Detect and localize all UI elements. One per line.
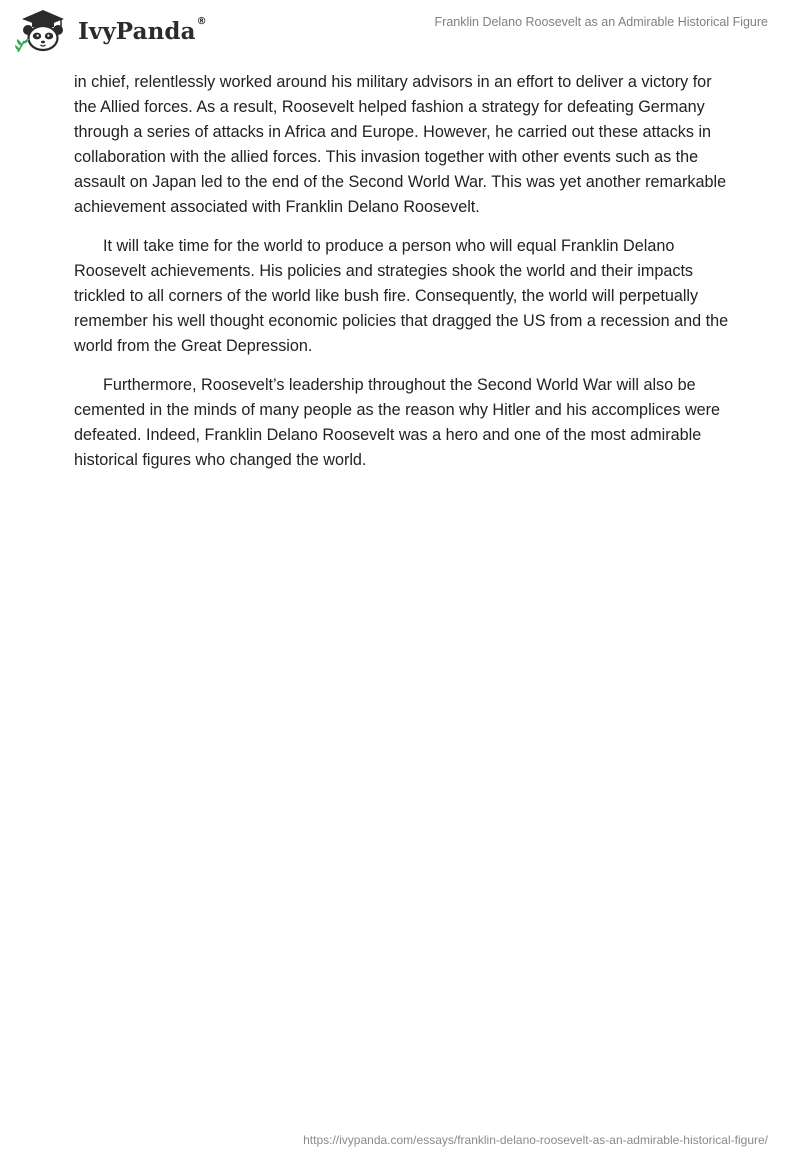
paragraph: in chief, relentlessly worked around his military advisors in an effort to deliver a victory for the Allied forces. As a result, Roosevelt helped fashion a strategy for defeating Germany through a series of attacks in Africa and Europe. However, he carried out these attacks in collaboration with the allied forces. This invasion together with other events such as the assault on Japan led to the end of the Second World War. This was yet another remarkable achievement associated with Franklin Delano Roosevelt. (74, 73, 727, 216)
registered-mark: ® (196, 15, 207, 27)
paragraph: Furthermore, Roosevelt’s leadership throughout the Second World War will also be cemented in the minds of many people as the reason why Hitler and his accomplices were defeated. Indeed, Franklin Delano Roosevelt was a hero and one of the most admirable historical figures who changed the world. (74, 376, 721, 469)
brand-name-text: IvyPanda (78, 17, 196, 45)
panda-graduate-icon (14, 8, 72, 54)
source-url[interactable]: https://ivypanda.com/essays/franklin-delano-roosevelt-as-an-admirable-historical-figure/ (303, 1133, 768, 1147)
essay-body (74, 70, 734, 473)
page-header (0, 0, 800, 60)
running-title: Franklin Delano Roosevelt as an Admirable Historical Figure (434, 15, 768, 29)
ivypanda-logo[interactable] (14, 8, 207, 54)
paragraph: It will take time for the world to produce a person who will equal Franklin Delano Roosevelt achievements. His policies and strategies shook the world and their impacts trickled to all corners of the world like bush fire. Consequently, the world will perpetually remember his well thought economic policies that dragged the US from a recession and the world from the Great Depression. (74, 237, 729, 355)
brand-name (78, 15, 207, 45)
